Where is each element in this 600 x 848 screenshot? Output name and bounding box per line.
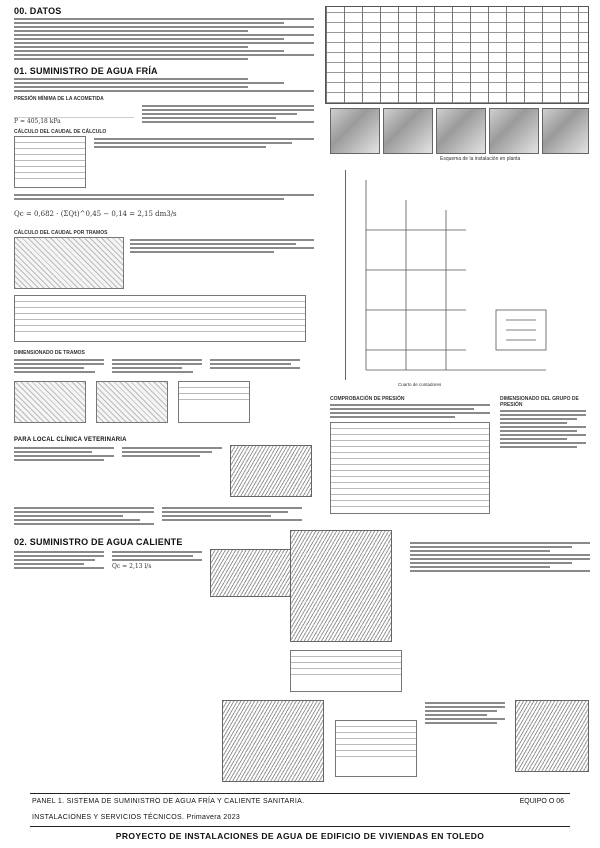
- riser-schematic: [345, 170, 576, 380]
- datos-paragraph: [14, 18, 314, 60]
- section-clinica-title: PARA LOCAL CLÍNICA VETERINARIA: [14, 437, 127, 443]
- site-photo-1: [330, 108, 380, 154]
- site-photo-2: [383, 108, 433, 154]
- section-datos-title: 00. DATOS: [14, 6, 62, 16]
- project-title: PROYECTO DE INSTALACIONES DE AGUA DE EDIFICIO DE VIVIENDAS EN TOLEDO: [115, 831, 485, 841]
- site-photo-4: [489, 108, 539, 154]
- site-photo-5: [542, 108, 589, 154]
- left-text-column: [14, 6, 314, 597]
- qc-formula-fria: Qc = 0,682 · (ΣQt)^0,45 − 0,14 = 2,15 dm3/s: [14, 210, 177, 218]
- caliente-table: [335, 720, 417, 777]
- tramos-sketch-caliente: [222, 700, 324, 782]
- tramos-table: [14, 295, 306, 342]
- footer-top-rule: [30, 793, 570, 794]
- subhead-presion: PRESIÓN MÍNIMA DE LA ACOMETIDA: [14, 96, 104, 102]
- subhead-grupo-presion: DIMENSIONADO DEL GRUPO DE PRESIÓN: [500, 396, 579, 408]
- subhead-calculo-caudal: CÁLCULO DEL CAUDAL DE CÁLCULO: [14, 129, 107, 135]
- caliente-instalacion: [425, 700, 505, 726]
- tramos-sketch-fria: [290, 530, 392, 642]
- tramos-diagram: [14, 237, 124, 289]
- course-label: INSTALACIONES Y SERVICIOS TÉCNICOS. Primavera 2023: [32, 814, 241, 821]
- footer-mid-rule: [30, 826, 570, 827]
- clinica-plan-sketch: [230, 445, 312, 497]
- grupo-presion-block: [500, 392, 586, 450]
- perdidas-table: [330, 422, 490, 514]
- panel-title: PANEL 1. SISTEMA DE SUMINISTRO DE AGUA FRÍA Y CALIENTE SANITARIA.: [32, 798, 305, 805]
- presion-formula-block: [14, 103, 134, 125]
- interior-table: [178, 381, 250, 423]
- tramos-table-2: [290, 650, 402, 692]
- subhead-caudal-tramos: CÁLCULO DEL CAUDAL POR TRAMOS: [14, 230, 108, 236]
- subhead-comprobacion: COMPROBACIÓN DE PRESIÓN: [330, 396, 405, 402]
- site-photo-3: [436, 108, 486, 154]
- subhead-dimensionado: DIMENSIONADO DE TRAMOS: [14, 350, 85, 356]
- riser-schematic-svg: [346, 170, 576, 380]
- grupo-presion-calc: [410, 540, 590, 574]
- qc-formula-caliente: Qc = 2,13 l/s: [112, 563, 152, 570]
- section-sketch-b: [96, 381, 168, 423]
- grifos-table: [14, 136, 86, 188]
- section-caliente-title: 02. SUMINISTRO DE AGUA CALIENTE: [14, 537, 183, 547]
- section-sketch-a: [14, 381, 86, 423]
- building-plan-drawing: [325, 6, 589, 104]
- caliente-schematic: [515, 700, 589, 772]
- contadores-caption: Cuarto de contadores: [398, 382, 442, 387]
- team-label: EQUIPO O 06: [519, 798, 564, 805]
- section-fria-title: 01. SUMINISTRO DE AGUA FRÍA: [14, 66, 158, 76]
- presion-value: P = 405,18 kPa: [14, 118, 61, 125]
- photo-caption: Esquema de la instalación en planta: [440, 156, 521, 162]
- comprobacion-block: [330, 392, 490, 514]
